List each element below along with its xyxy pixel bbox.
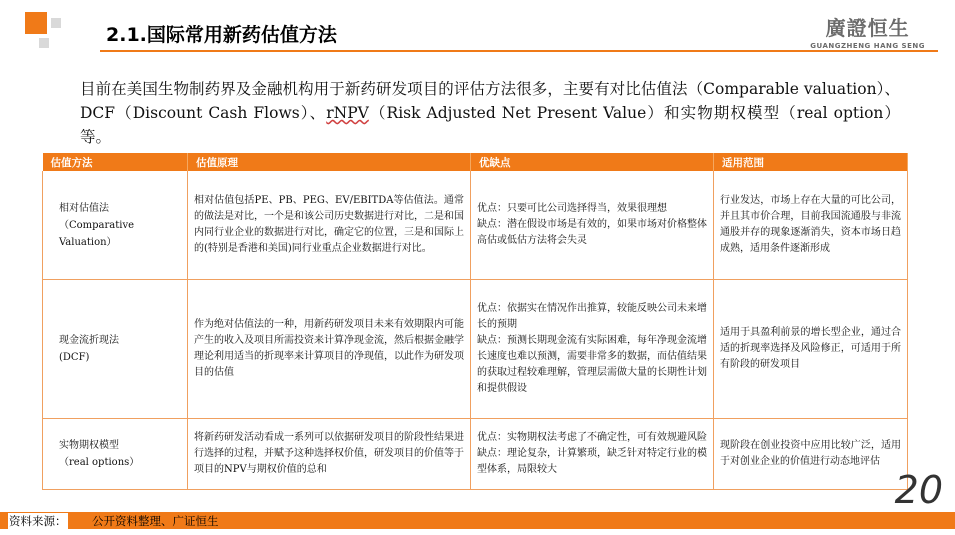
intro-paragraph	[80, 77, 900, 149]
principle-cell: 将新药研发活动看成一系列可以依据研发项目的阶段性结果进行选择的过程，并赋予这种选择权价值，研发项目的价值等于项目的NPV与期权价值的总和	[188, 419, 471, 490]
col-header-scope: 适用范围	[714, 153, 908, 171]
pros-cons-cell	[471, 419, 714, 490]
method-name-en: (DCF)	[59, 352, 90, 363]
cons-text: 缺点：潜在假设市场是有效的，如果市场对价格整体高估或低估方法将会失灵	[477, 219, 707, 246]
pros-text: 优点：依据实在情况作出推算，较能反映公司未来增长的预期	[477, 303, 707, 330]
intro-rnpv: rNPV	[326, 104, 369, 122]
logo-squares	[25, 12, 65, 48]
logo-square-gray	[39, 38, 49, 48]
method-name-cell	[43, 171, 188, 280]
table-row	[43, 419, 908, 490]
logo-square-orange	[25, 12, 47, 34]
table-row	[43, 280, 908, 419]
page-title: 2.1.国际常用新药估值方法	[106, 24, 337, 46]
method-name-cn: 相对估值法	[59, 202, 109, 214]
method-name-en: （Comparative Valuation）	[59, 219, 135, 248]
intro-text-a: 目前在美国生物制药界及金融机构用于新药研发项目的评估方法很多，主要有对比估值法（Comparable valuation）、DCF（Discount Cash Flows）、	[80, 80, 900, 122]
header-divider	[100, 50, 938, 52]
cons-text: 缺点：预测长期现金流有实际困难，每年净现金流增长速度也难以预测，需要非常多的数据，而估值结果的获取过程较难理解，管理层需做大量的长期性计划和提供假设	[477, 335, 707, 394]
col-header-pros-cons: 优缺点	[471, 153, 714, 171]
pros-cons-cell	[471, 171, 714, 280]
page-number: 20	[894, 468, 943, 512]
principle-cell: 作为绝对估值法的一种，用新药研发项目未来有效期限内可能产生的收入及项目所需投资来计算净现金流，然后根据金融学理论利用适当的折现率来计算项目的净现值，以此作为研发项目的估值	[188, 280, 471, 419]
method-name-cn: 现金流折现法	[59, 335, 119, 346]
pros-text: 优点：实物期权法考虑了不确定性，可有效规避风险	[477, 432, 707, 443]
principle-cell: 相对估值包括PE、PB、PEG、EV/EBITDA等估值法。通常的做法是对比，一个是和该公司历史数据进行对比，二是和国内同行业企业的数据进行对比，确定它的位置，三是和国际上的(特别是香港和美国)同行业重点企业数据进行对比。	[188, 171, 471, 280]
pros-cons-cell	[471, 280, 714, 419]
scope-cell: 现阶段在创业投资中应用比较广泛，适用于对创业企业的价值进行动态地评估	[714, 419, 908, 490]
cons-text: 缺点：理论复杂，计算繁琐，缺乏针对特定行业的模型体系，局限较大	[477, 448, 707, 475]
footer-source-label: 资料来源：	[9, 514, 67, 528]
valuation-methods-table	[42, 153, 908, 490]
pros-text: 优点：只要可比公司选择得当，效果很理想	[477, 203, 667, 214]
footer-source-text: 公开资料整理、广证恒生	[92, 514, 219, 528]
brand-name-cn: 廣證恒生	[825, 16, 910, 40]
brand-logo	[810, 12, 925, 50]
method-name-en: （real options）	[59, 457, 140, 468]
table-row	[43, 171, 908, 280]
col-header-method: 估值方法	[43, 153, 188, 171]
intro-text-b: （Risk Adjusted Net Present Value）和实物期权模型（real option）等。	[80, 104, 900, 146]
scope-cell: 适用于具盈利前景的增长型企业，通过合适的折现率选择及风险修正，可适用于所有阶段的研发项目	[714, 280, 908, 419]
method-name-cn: 实物期权模型	[59, 440, 119, 451]
col-header-principle: 估值原理	[188, 153, 471, 171]
table-header-row	[43, 153, 908, 171]
footer-bar	[0, 512, 955, 529]
logo-square-gray	[51, 18, 61, 28]
method-name-cell	[43, 280, 188, 419]
scope-cell: 行业发达，市场上存在大量的可比公司，并且其市价合理，目前我国流通股与非流通股并存的现象逐渐消失，资本市场日趋成熟，适用条件逐渐形成	[714, 171, 908, 280]
brand-name-en: GUANGZHENG HANG SENG	[810, 42, 925, 50]
method-name-cell	[43, 419, 188, 490]
